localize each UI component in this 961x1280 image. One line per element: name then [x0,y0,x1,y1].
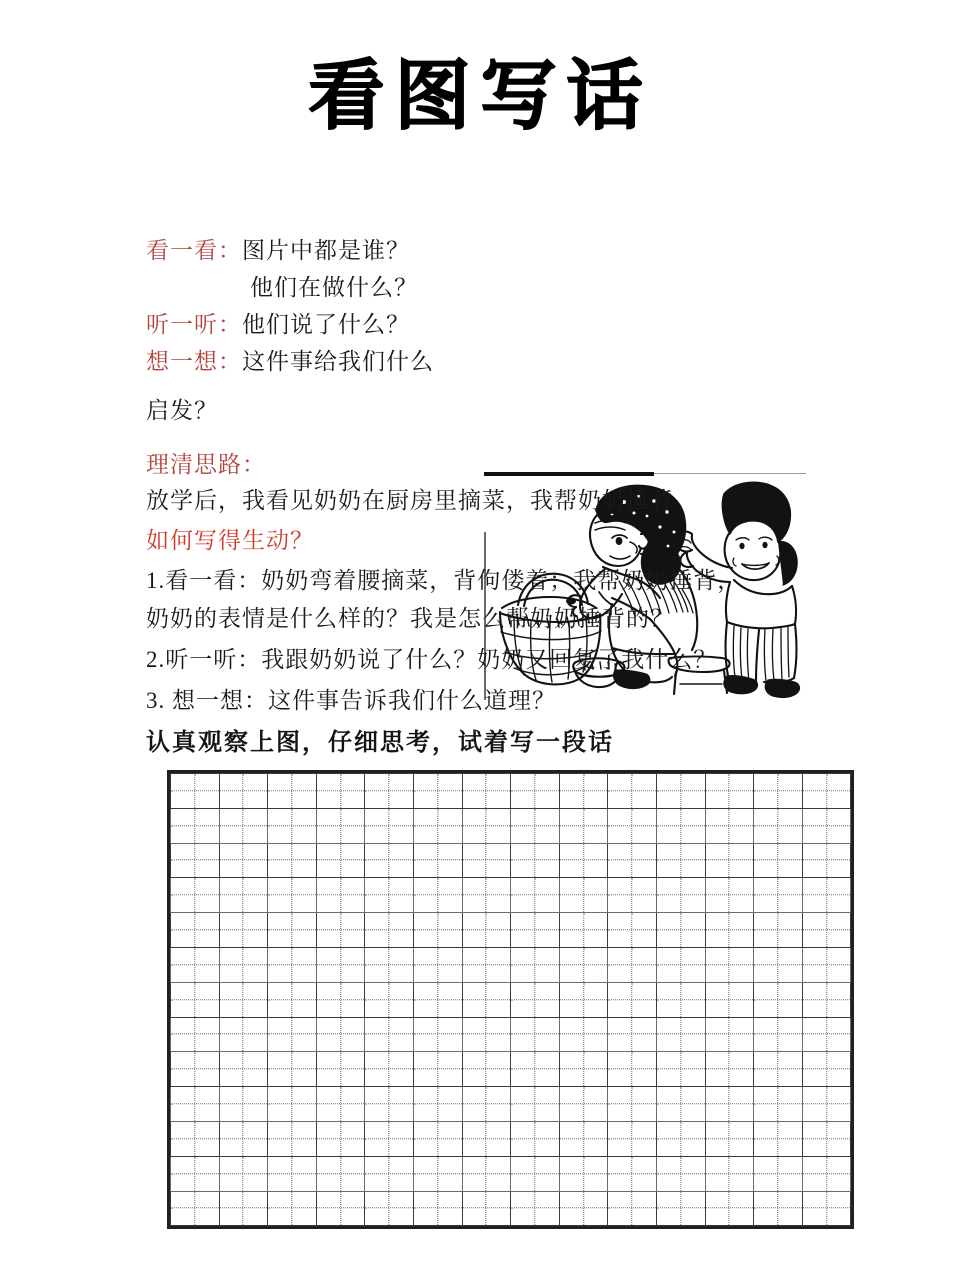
tianzige-cell[interactable] [462,1017,511,1052]
tianzige-cell[interactable] [316,878,365,913]
tianzige-cell[interactable] [511,808,560,843]
tianzige-cell[interactable] [316,1191,365,1226]
tianzige-cell[interactable] [365,1156,414,1191]
tianzige-cell[interactable] [754,913,803,948]
tianzige-cell[interactable] [559,843,608,878]
tianzige-cell[interactable] [268,982,317,1017]
tianzige-cell[interactable] [608,1087,657,1122]
tianzige-cell[interactable] [754,1121,803,1156]
tianzige-cell[interactable] [268,1121,317,1156]
tianzige-row [171,1156,851,1191]
tianzige-cell[interactable] [656,1156,705,1191]
tianzige-cell[interactable] [656,1052,705,1087]
tianzige-cell[interactable] [268,1191,317,1226]
tianzige-cell[interactable] [365,774,414,809]
tianzige-cell[interactable] [365,1052,414,1087]
outline-heading: 理清思路： [146,452,266,477]
tianzige-cell[interactable] [802,1052,851,1087]
tianzige-cell[interactable] [365,947,414,982]
prompt-continuation: 启发？ [146,398,218,423]
tianzige-cell[interactable] [462,843,511,878]
tianzige-cell[interactable] [413,774,462,809]
tianzige-cell[interactable] [413,1017,462,1052]
vivid-item-3: 3. 想一想：这件事告诉我们什么道理？ [146,688,556,713]
tianzige-cell[interactable] [705,1191,754,1226]
tianzige-row [171,913,851,948]
tianzige-cell[interactable] [413,808,462,843]
vivid-item-2: 2.听一听：我跟奶奶说了什么？奶奶又回复了我什么？ [146,647,718,672]
tianzige-cell[interactable] [171,913,220,948]
tianzige-cell[interactable] [656,774,705,809]
tianzige-cell[interactable] [656,843,705,878]
tianzige-cell[interactable] [316,1052,365,1087]
tianzige-cell[interactable] [413,1191,462,1226]
tianzige-cell[interactable] [511,1191,560,1226]
tianzige-cell[interactable] [705,1052,754,1087]
tianzige-cell[interactable] [802,1087,851,1122]
tianzige-cell[interactable] [754,1191,803,1226]
tianzige-cell[interactable] [462,774,511,809]
question-text: 图片中都是谁？ [242,238,410,263]
tianzige-cell[interactable] [559,1121,608,1156]
tianzige-table[interactable] [170,773,851,1226]
tianzige-cell[interactable] [413,878,462,913]
tianzige-cell[interactable] [268,1087,317,1122]
outline-sentence: 放学后，我看见奶奶在厨房里摘菜，我帮奶奶捶背。 [146,488,698,513]
tianzige-cell[interactable] [656,947,705,982]
tianzige-cell[interactable] [219,1052,268,1087]
prompt-area [0,232,961,472]
tianzige-cell[interactable] [705,878,754,913]
tianzige-cell[interactable] [802,878,851,913]
tianzige-row [171,1087,851,1122]
tianzige-cell[interactable] [219,1191,268,1226]
tianzige-cell[interactable] [462,982,511,1017]
tianzige-cell[interactable] [365,1087,414,1122]
tianzige-cell[interactable] [608,1191,657,1226]
writing-grid[interactable] [167,770,854,1229]
tianzige-cell[interactable] [608,843,657,878]
tianzige-cell[interactable] [365,878,414,913]
tianzige-cell[interactable] [413,982,462,1017]
tianzige-cell[interactable] [365,1017,414,1052]
tianzige-cell[interactable] [705,774,754,809]
tianzige-cell[interactable] [316,843,365,878]
tianzige-cell[interactable] [171,982,220,1017]
tianzige-row [171,1052,851,1087]
tianzige-cell[interactable] [413,1087,462,1122]
tianzige-cell[interactable] [219,1087,268,1122]
tianzige-cell[interactable] [802,947,851,982]
tianzige-row [171,808,851,843]
tianzige-cell[interactable] [219,808,268,843]
tianzige-cell[interactable] [413,843,462,878]
question-row [146,306,486,343]
tianzige-cell[interactable] [316,947,365,982]
tianzige-cell[interactable] [462,1156,511,1191]
tianzige-cell[interactable] [511,878,560,913]
tianzige-row [171,982,851,1017]
tianzige-cell[interactable] [656,982,705,1017]
tianzige-cell[interactable] [219,1121,268,1156]
question-text: 他们说了什么？ [242,312,410,337]
tianzige-cell[interactable] [754,947,803,982]
tianzige-cell[interactable] [754,1052,803,1087]
tianzige-cell[interactable] [754,982,803,1017]
tianzige-cell[interactable] [365,982,414,1017]
tianzige-cell[interactable] [462,808,511,843]
tianzige-cell[interactable] [171,947,220,982]
tianzige-cell[interactable] [754,808,803,843]
tianzige-cell[interactable] [462,1087,511,1122]
tianzige-cell[interactable] [316,1087,365,1122]
tianzige-cell[interactable] [316,913,365,948]
tianzige-cell[interactable] [171,843,220,878]
tianzige-cell[interactable] [171,1156,220,1191]
tianzige-cell[interactable] [802,774,851,809]
tianzige-cell[interactable] [413,1156,462,1191]
tianzige-cell[interactable] [268,913,317,948]
tianzige-cell[interactable] [559,1191,608,1226]
tianzige-cell[interactable] [511,1087,560,1122]
tianzige-cell[interactable] [608,774,657,809]
tianzige-cell[interactable] [219,878,268,913]
question-text: 这件事给我们什么 [242,349,434,374]
tianzige-cell[interactable] [802,808,851,843]
question-text: 他们在做什么？ [250,275,418,300]
tianzige-cell[interactable] [608,982,657,1017]
tianzige-cell[interactable] [219,913,268,948]
question-row [146,232,486,269]
question-label: 想一想： [146,349,242,374]
tianzige-cell[interactable] [511,913,560,948]
tianzige-row [171,1121,851,1156]
tianzige-cell[interactable] [559,1156,608,1191]
question-label: 听一听： [146,312,242,337]
tianzige-cell[interactable] [171,808,220,843]
tianzige-cell[interactable] [219,1156,268,1191]
tianzige-cell[interactable] [754,1156,803,1191]
tianzige-cell[interactable] [559,1017,608,1052]
tianzige-cell[interactable] [802,1017,851,1052]
tianzige-cell[interactable] [171,774,220,809]
tianzige-cell[interactable] [802,1121,851,1156]
tianzige-cell[interactable] [705,808,754,843]
tianzige-cell[interactable] [462,1121,511,1156]
tianzige-cell[interactable] [462,913,511,948]
tianzige-cell[interactable] [316,982,365,1017]
tianzige-cell[interactable] [754,843,803,878]
question-row [146,343,486,380]
tianzige-cell[interactable] [511,1156,560,1191]
tianzige-cell[interactable] [608,1052,657,1087]
tianzige-row [171,947,851,982]
tianzige-cell[interactable] [268,1156,317,1191]
tianzige-cell[interactable] [656,1017,705,1052]
tianzige-cell[interactable] [754,1017,803,1052]
vivid-item-1-line-1: 1.看一看：奶奶弯着腰摘菜，背佝偻着；我帮奶奶捶背， [146,568,742,593]
tianzige-cell[interactable] [268,808,317,843]
tianzige-cell[interactable] [559,774,608,809]
tianzige-cell[interactable] [511,1052,560,1087]
tianzige-cell[interactable] [268,843,317,878]
tianzige-row [171,1017,851,1052]
tianzige-row [171,843,851,878]
question-row [146,269,486,306]
tianzige-cell[interactable] [316,808,365,843]
tianzige-cell[interactable] [802,843,851,878]
page-title: 看图写话 [308,51,653,140]
tianzige-cell[interactable] [365,1191,414,1226]
question-list [146,232,486,380]
tianzige-cell[interactable] [608,808,657,843]
tianzige-cell[interactable] [802,982,851,1017]
tianzige-cell[interactable] [656,1121,705,1156]
tianzige-cell[interactable] [316,1156,365,1191]
tianzige-cell[interactable] [559,1087,608,1122]
tianzige-cell[interactable] [462,1191,511,1226]
tianzige-cell[interactable] [413,1052,462,1087]
tianzige-cell[interactable] [219,843,268,878]
tianzige-cell[interactable] [656,808,705,843]
tianzige-cell[interactable] [171,878,220,913]
tianzige-cell[interactable] [559,808,608,843]
tianzige-cell[interactable] [413,913,462,948]
tianzige-cell[interactable] [511,947,560,982]
tianzige-cell[interactable] [705,1087,754,1122]
tianzige-cell[interactable] [705,1121,754,1156]
tianzige-cell[interactable] [705,843,754,878]
vivid-item-1-line-2: 奶奶的表情是什么样的？我是怎么帮奶奶捶背的？ [146,606,674,631]
vivid-heading: 如何写得生动？ [146,528,314,553]
tianzige-cell[interactable] [511,843,560,878]
tianzige-cell[interactable] [608,1017,657,1052]
tianzige-cell[interactable] [171,1121,220,1156]
tianzige-cell[interactable] [705,1156,754,1191]
tianzige-cell[interactable] [705,982,754,1017]
tianzige-cell[interactable] [316,1017,365,1052]
tianzige-cell[interactable] [268,1017,317,1052]
instruction-line: 认真观察上图，仔细思考，试着写一段话 [146,728,614,756]
tianzige-cell[interactable] [219,774,268,809]
tianzige-cell[interactable] [219,947,268,982]
tianzige-cell[interactable] [365,808,414,843]
tianzige-cell[interactable] [511,1017,560,1052]
tianzige-cell[interactable] [316,774,365,809]
tianzige-cell[interactable] [268,774,317,809]
tianzige-cell[interactable] [656,1191,705,1226]
tianzige-cell[interactable] [268,947,317,982]
tianzige-cell[interactable] [171,1052,220,1087]
tianzige-cell[interactable] [754,774,803,809]
tianzige-cell[interactable] [413,1121,462,1156]
tianzige-cell[interactable] [608,878,657,913]
tianzige-cell[interactable] [511,774,560,809]
tianzige-cell[interactable] [656,878,705,913]
tianzige-cell[interactable] [171,1017,220,1052]
tianzige-cell[interactable] [608,947,657,982]
tianzige-row [171,774,851,809]
tianzige-cell[interactable] [268,1052,317,1087]
tianzige-row [171,878,851,913]
tianzige-cell[interactable] [462,1052,511,1087]
tianzige-cell[interactable] [462,878,511,913]
tianzige-cell[interactable] [705,913,754,948]
tianzige-cell[interactable] [705,1017,754,1052]
tianzige-cell[interactable] [219,982,268,1017]
tianzige-cell[interactable] [171,1087,220,1122]
tianzige-cell[interactable] [608,1121,657,1156]
tianzige-cell[interactable] [656,913,705,948]
tianzige-cell[interactable] [559,982,608,1017]
tianzige-cell[interactable] [559,1052,608,1087]
tianzige-cell[interactable] [802,1156,851,1191]
tianzige-row [171,1191,851,1226]
tianzige-cell[interactable] [365,1121,414,1156]
tianzige-cell[interactable] [462,947,511,982]
tianzige-cell[interactable] [316,1121,365,1156]
tianzige-cell[interactable] [705,947,754,982]
tianzige-cell[interactable] [608,1156,657,1191]
tianzige-cell[interactable] [656,1087,705,1122]
tianzige-body [171,774,851,1226]
tianzige-cell[interactable] [365,843,414,878]
tianzige-cell[interactable] [559,878,608,913]
tianzige-cell[interactable] [171,1191,220,1226]
tianzige-cell[interactable] [365,913,414,948]
tianzige-cell[interactable] [268,878,317,913]
tianzige-cell[interactable] [802,1191,851,1226]
tianzige-cell[interactable] [511,982,560,1017]
tianzige-cell[interactable] [559,913,608,948]
tianzige-cell[interactable] [413,947,462,982]
tianzige-cell[interactable] [559,947,608,982]
tianzige-cell[interactable] [754,1087,803,1122]
tianzige-cell[interactable] [802,913,851,948]
tianzige-cell[interactable] [219,1017,268,1052]
tianzige-cell[interactable] [608,913,657,948]
tianzige-cell[interactable] [754,878,803,913]
tianzige-cell[interactable] [511,1121,560,1156]
question-label: 看一看： [146,238,242,263]
